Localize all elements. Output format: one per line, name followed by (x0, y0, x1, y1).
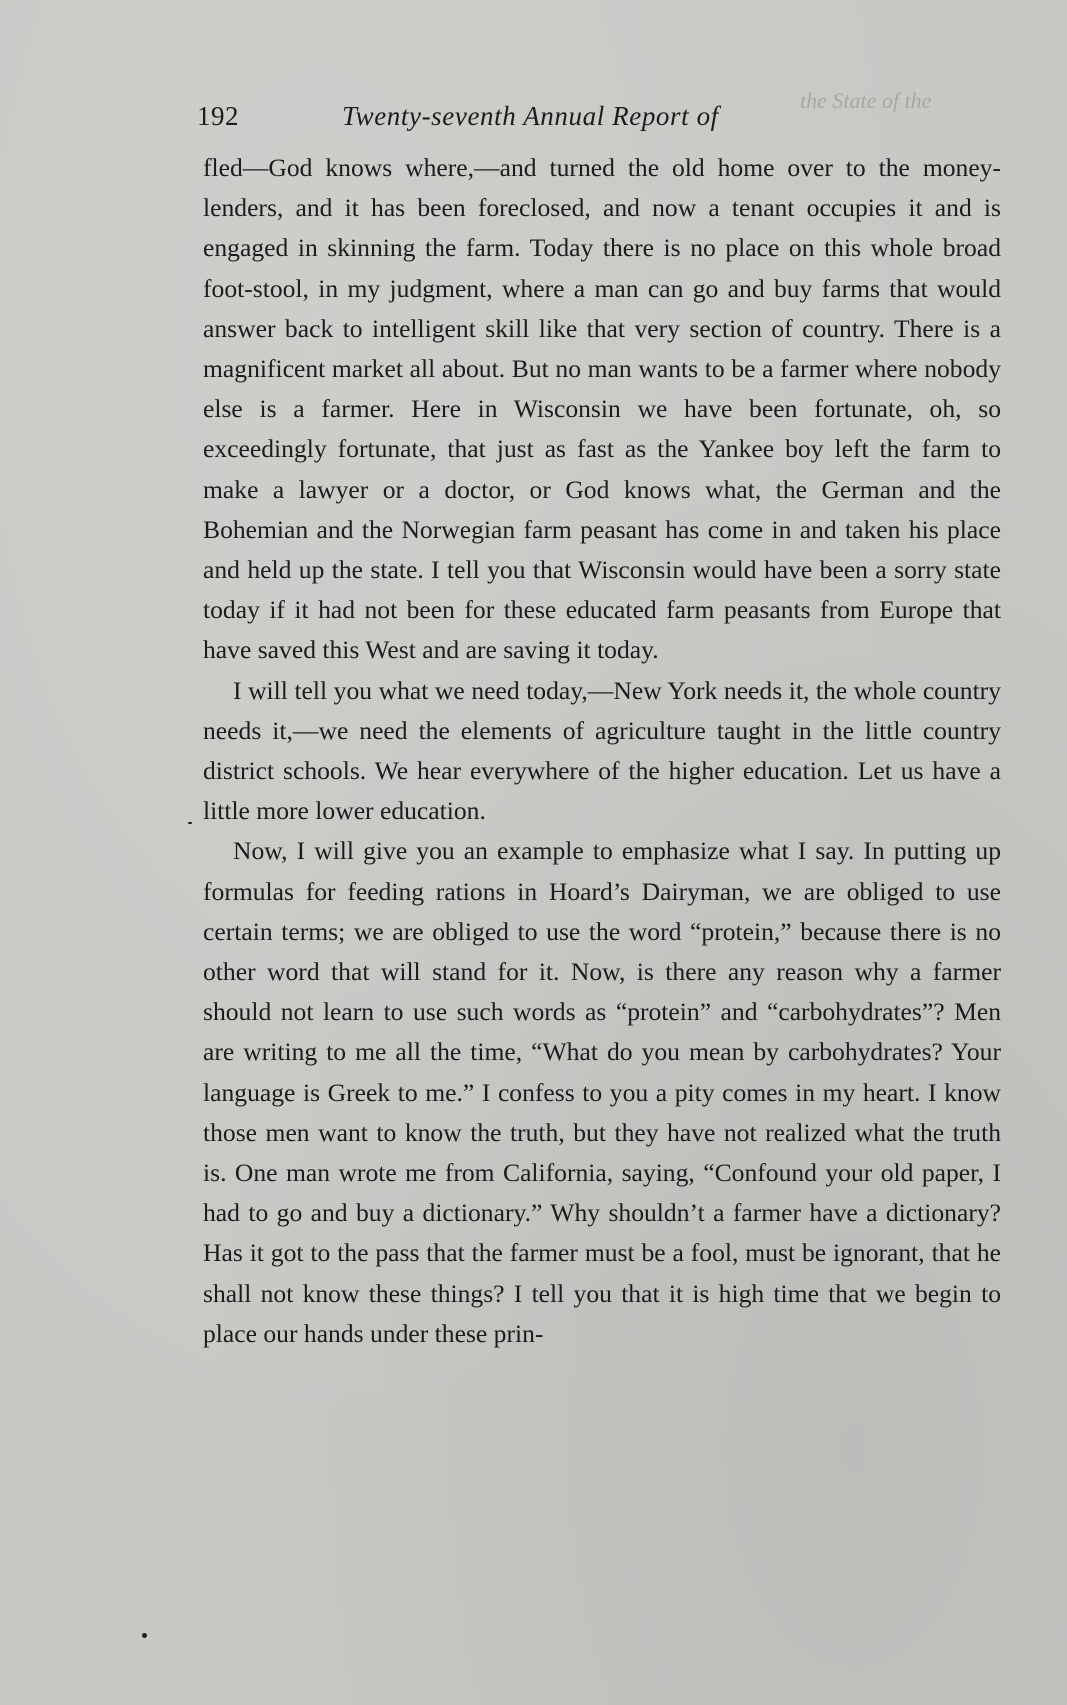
running-title: Twenty-seventh Annual Report of (342, 101, 719, 131)
page-number: 192 (197, 101, 239, 131)
show-through-text: the State of the (800, 88, 932, 113)
ink-speck (188, 822, 192, 824)
ink-speck (142, 1633, 147, 1638)
paragraph-1: fled—God knows where,—and turned the old home over to the money-lenders, and it has been foreclosed, and now a tenant occupies it and is engaged in skinning the farm. Today there is no place on this whole broad foot-stool, in my judgment, where a man can go and buy farms that would answer back to intelligent skill like that very section of country. There is a magnificent market all about. But no man wants to be a farmer where nobody else is a farmer. Here in Wisconsin we have been fortunate, oh, so exceedingly fortunate, that just as fast as the Yankee boy left the farm to make a lawyer or a doctor, or God knows what, the German and the Bohemian and the Norwegian farm peasant has come in and taken his place and held up the state. I tell you that Wisconsin would have been a sorry state today if it had not been for these educated farm peasants from Europe that have saved this West and are saving it today. (203, 153, 1001, 665)
paragraph-2: I will tell you what we need today,—New York needs it, the whole country needs it,—we need the elements of agriculture taught in the little country district schools. We hear everywhere of the higher education. Let us have a little more lower education. (203, 675, 1001, 826)
paragraph-3: Now, I will give you an example to emphasize what I say. In putting up formulas for feeding rations in Hoard’s Dairyman, we are obliged to use certain terms; we are obliged to use the word “protein,” because there is no other word that will stand for it. Now, is there any reason why a farmer should not learn to use such words as “protein” and “carbohydrates”? Men are writing to me all the time, “What do you mean by carbohydrates? Your language is Greek to me.” I confess to you a pity comes in my heart. I know those men want to know the truth, but they have not realized what the truth is. One man wrote me from California, saying, “Confound your old paper, I had to go and buy a dictionary.” Why shouldn’t a farmer have a dictionary? Has it got to the pass that the farmer must be a fool, must be ignorant, that he shall not know these things? I tell you that it is high time that we begin to place our hands under these prin- (203, 836, 1001, 1348)
body-text (203, 148, 1001, 1354)
